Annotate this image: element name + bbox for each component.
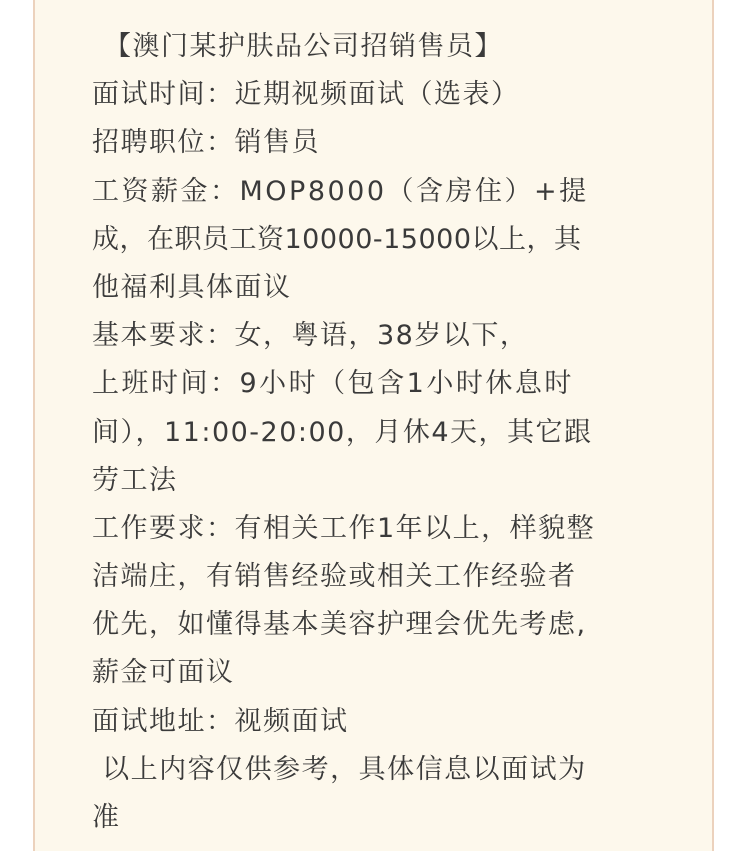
position-line: 招聘职位：销售员 (92, 127, 320, 159)
job-requirements-line-3: 优先，如懂得基本美容护理会优先考虑, (92, 609, 587, 641)
work-hours-line-3: 劳工法 (92, 464, 178, 496)
salary-line-1: 工资薪金：MOP8000（含房住）+提 (92, 175, 589, 207)
salary-line-3: 他福利具体面议 (92, 271, 292, 303)
interview-address-line: 面试地址：视频面试 (92, 705, 349, 737)
job-post-text (92, 23, 672, 842)
disclaimer-line-1: 以上内容仅供参考，具体信息以面试为 (92, 753, 587, 785)
post-title: 【澳门某护肤品公司招销售员】 (104, 31, 503, 62)
interview-time-line: 面试时间：近期视频面试（选表） (92, 79, 520, 111)
job-requirements-line-1: 工作要求：有相关工作1年以上，样貌整 (92, 512, 596, 544)
job-requirements-line-2: 洁端庄，有销售经验或相关工作经验者 (92, 561, 577, 593)
work-hours-line-2: 间），11:00-20:00，月休4天，其它跟 (92, 416, 593, 448)
disclaimer-line-2: 准 (92, 802, 121, 833)
basic-requirements-line: 基本要求：女，粤语，38岁以下， (92, 320, 529, 352)
work-hours-line-1: 上班时间：9小时（包含1小时休息时 (92, 368, 574, 400)
salary-line-2: 成，在职员工资10000-15000以上，其 (92, 223, 582, 255)
job-requirements-line-4: 薪金可面议 (92, 657, 235, 689)
